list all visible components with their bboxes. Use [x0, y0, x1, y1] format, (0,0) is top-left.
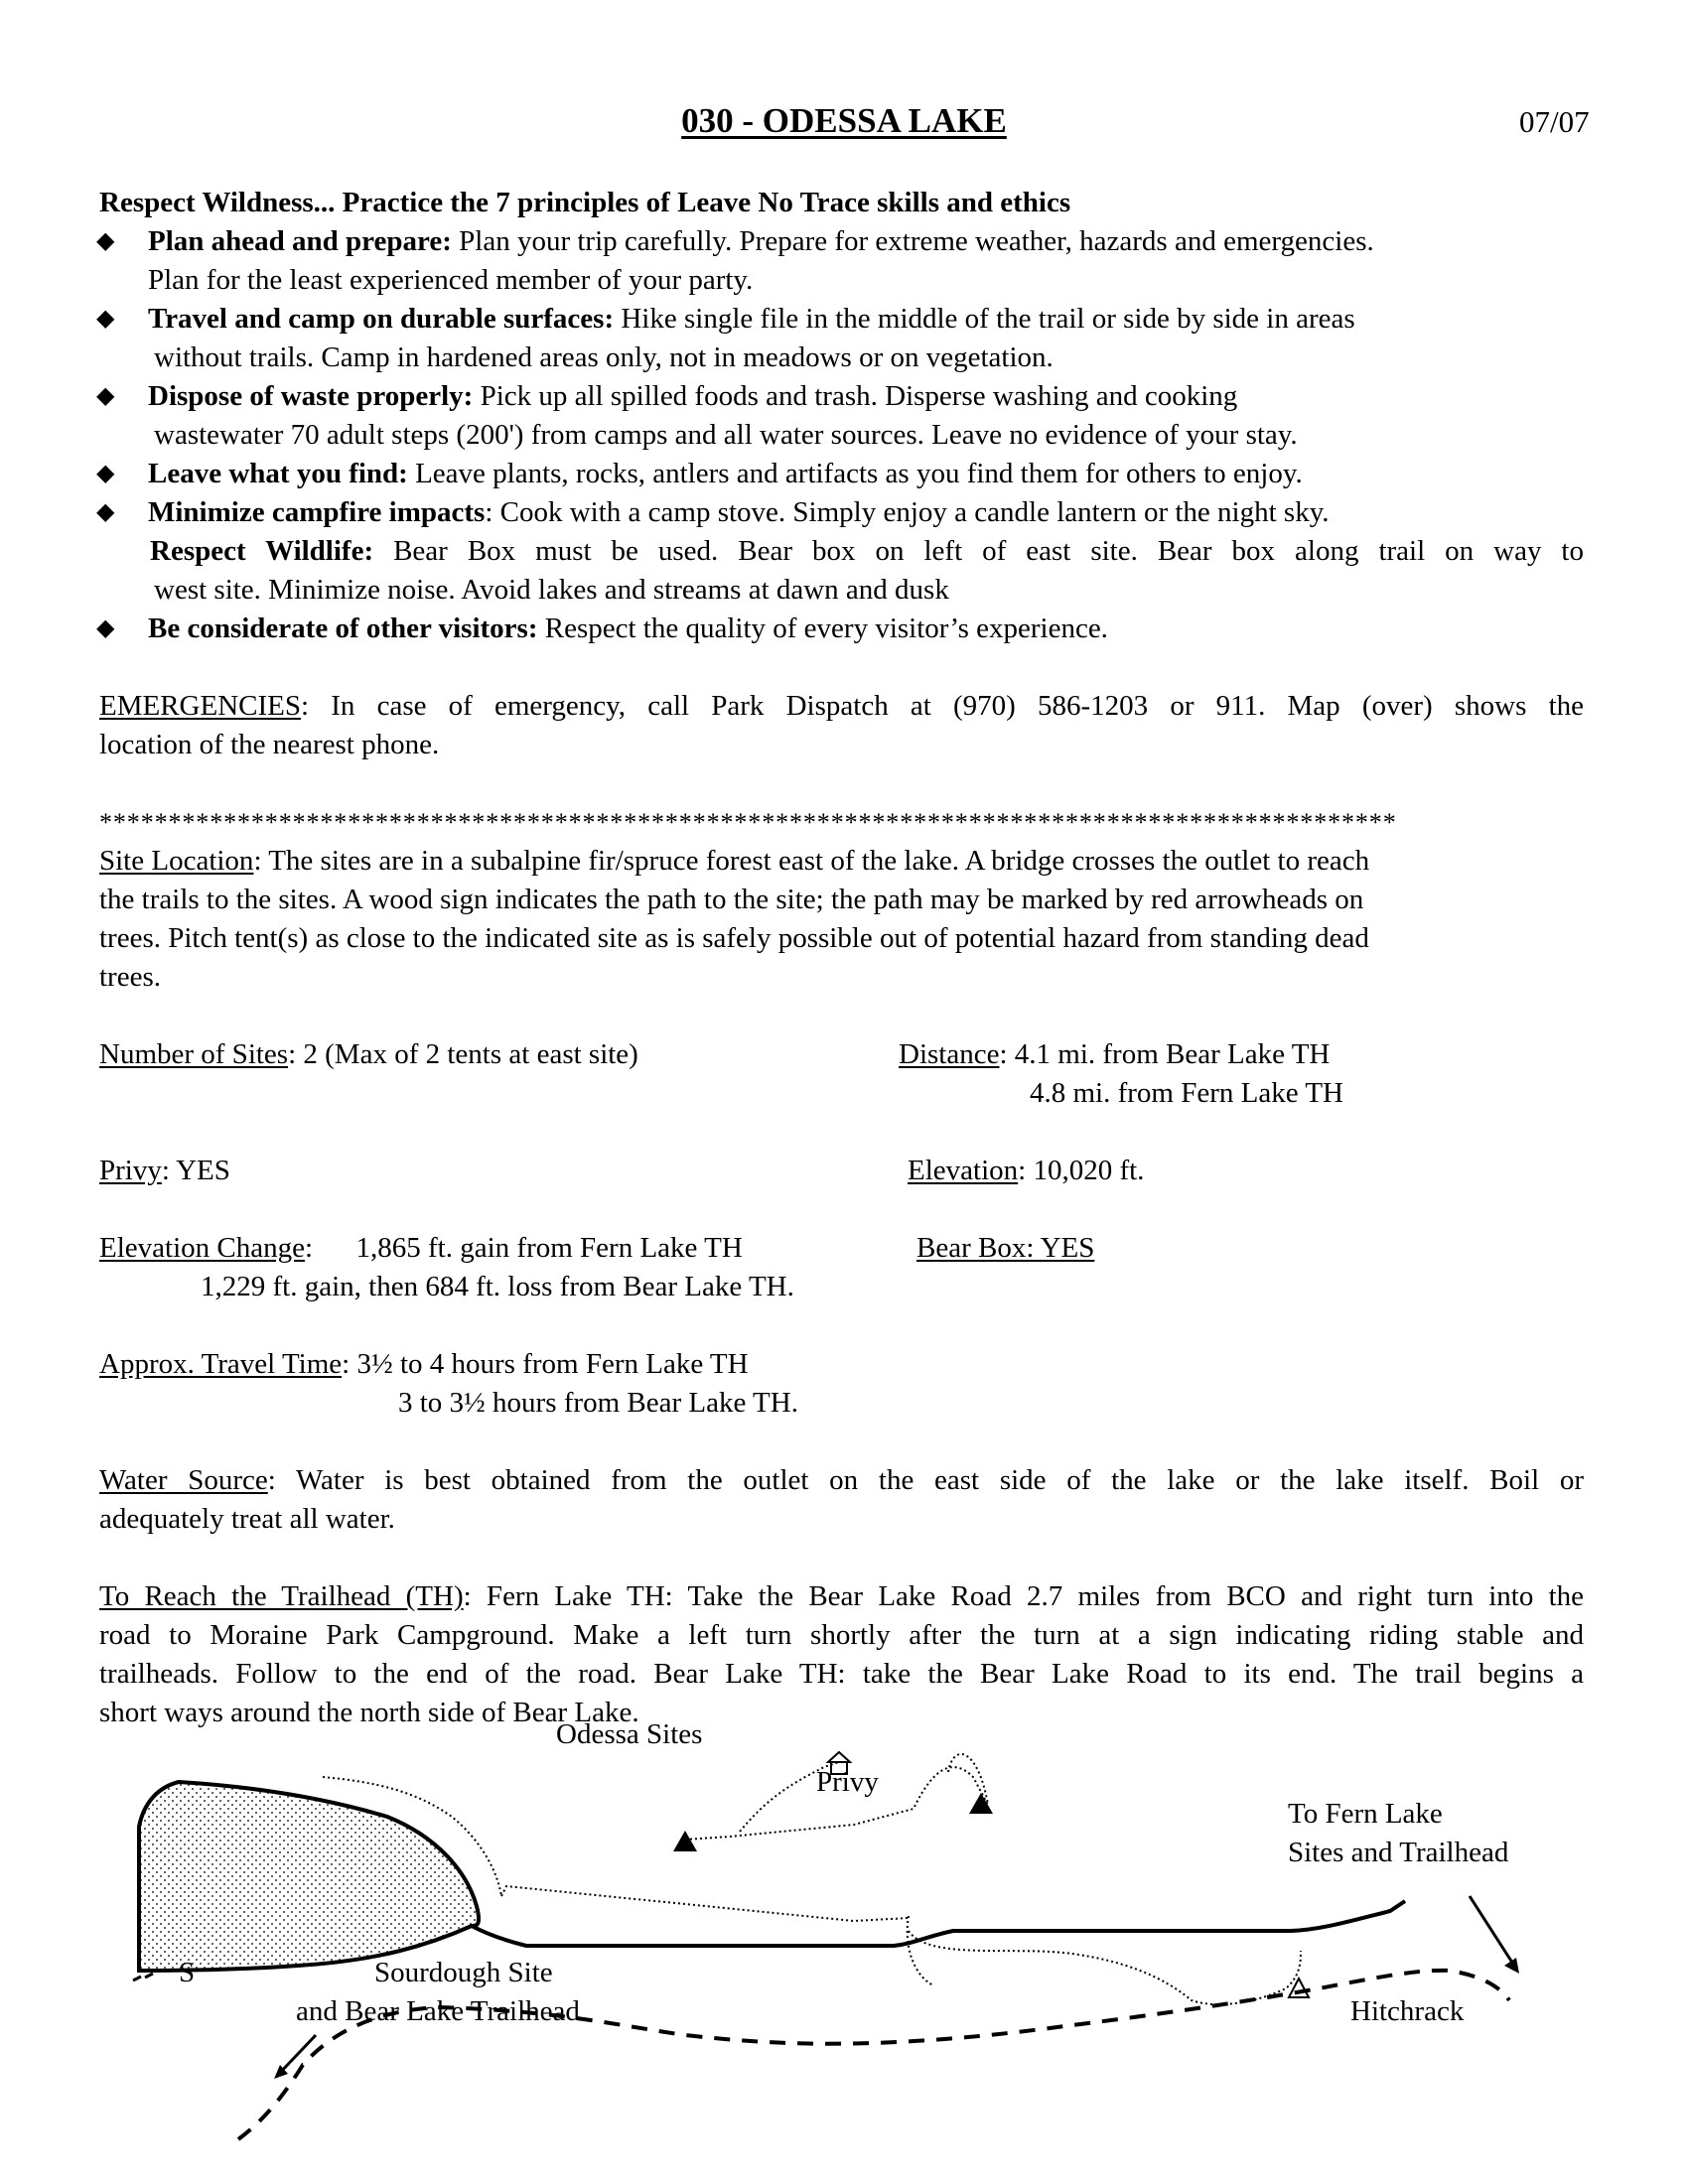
- lnt-item-considerate: Be considerate of other visitors: Respect the quality of every visitor’s experience.: [148, 613, 1108, 644]
- map-label-hitchrack: Hitchrack: [1350, 1995, 1465, 2027]
- map-label-odessa-sites: Odessa Sites: [556, 1718, 703, 1750]
- arrow-to-fern-lake-icon: [1470, 1896, 1519, 1974]
- lnt-item-travel-cont: without trails. Camp in hardened areas only, not in meadows or on vegetation.: [154, 341, 1054, 373]
- map-label-sourdough-1: Sourdough Site: [374, 1957, 553, 1988]
- distance: Distance: 4.1 mi. from Bear Lake TH: [899, 1038, 1331, 1070]
- map-label-privy: Privy: [816, 1766, 879, 1798]
- hitchrack-icon: [1289, 1979, 1309, 1997]
- bullet-diamond-icon: ◆: [96, 306, 115, 332]
- bullet-diamond-icon: ◆: [96, 615, 115, 641]
- elevation-change-cont: 1,229 ft. gain, then 684 ft. loss from Bear Lake TH.: [201, 1271, 794, 1302]
- map-label-to-fern-2: Sites and Trailhead: [1288, 1837, 1509, 1868]
- number-of-sites: Number of Sites: 2 (Max of 2 tents at east site): [99, 1038, 638, 1070]
- lnt-item-waste-cont: wastewater 70 adult steps (200') from camps and all water sources. Leave no evidence of your stay.: [154, 419, 1298, 451]
- bullet-diamond-icon: ◆: [96, 499, 115, 525]
- elevation-change: Elevation Change: 1,865 ft. gain from Fern Lake TH: [99, 1232, 743, 1264]
- privy: Privy: YES: [99, 1155, 230, 1186]
- lnt-heading: Respect Wildness... Practice the 7 principles of Leave No Trace skills and ethics: [99, 187, 1071, 218]
- revision-date: 07/07: [1519, 104, 1590, 139]
- emergencies-label: EMERGENCIES: [99, 690, 301, 722]
- path-to-hitchrack: [909, 1931, 1301, 2004]
- travel-time-cont: 3 to 3½ hours from Bear Lake TH.: [398, 1387, 798, 1419]
- asterisk-separator: **********************************************************************************************: [99, 808, 1397, 837]
- bullet-diamond-icon: ◆: [96, 461, 115, 486]
- bullet-diamond-icon: ◆: [96, 228, 115, 254]
- bear-box: Bear Box: YES: [916, 1232, 1095, 1264]
- west-site-tent-icon: [673, 1831, 697, 1851]
- lnt-item-wildlife-cont: west site. Minimize noise. Avoid lakes and streams at dawn and dusk: [154, 574, 949, 606]
- lnt-item-leave: Leave what you find: Leave plants, rocks, antlers and artifacts as you find them for others to enjoy.: [148, 458, 1303, 489]
- site-location-line-3: trees. Pitch tent(s) as close to the indicated site as is safely possible out of potential hazard from standing dead: [99, 922, 1369, 954]
- odessa-lake-shape: [139, 1782, 479, 1971]
- trailhead-line-2: road to Moraine Park Campground. Make a left turn shortly after the turn at a sign indicating riding stable and: [99, 1619, 1584, 1651]
- elevation: Elevation: 10,020 ft.: [908, 1155, 1145, 1186]
- site-location-line-1: Site Location: The sites are in a subalpine fir/spruce forest east of the lake. A bridge crosses the outlet to reach: [99, 845, 1370, 877]
- map-stray-mark: S: [179, 1957, 196, 1988]
- site-access-path: [501, 1886, 909, 1921]
- page-title: 030 - ODESSA LAKE: [681, 101, 1007, 140]
- trailhead-line-1: To Reach the Trailhead (TH): Fern Lake TH: Take the Bear Lake Road 2.7 miles from BCO and right turn into the: [99, 1580, 1585, 1612]
- distance-cont: 4.8 mi. from Fern Lake TH: [1030, 1077, 1343, 1109]
- arrow-to-sourdough-icon: [274, 2035, 316, 2079]
- lnt-item-waste: Dispose of waste properly: Pick up all spilled foods and trash. Disperse washing and cooking: [148, 380, 1238, 412]
- east-site-tent-icon: [969, 1793, 993, 1814]
- bullet-diamond-icon: ◆: [96, 383, 115, 409]
- map-label-to-fern-1: To Fern Lake: [1288, 1798, 1443, 1830]
- travel-time: Approx. Travel Time: 3½ to 4 hours from Fern Lake TH: [99, 1348, 749, 1380]
- emergencies-paragraph-cont: location of the nearest phone.: [99, 729, 440, 760]
- main-trail: [472, 1901, 1405, 1946]
- lnt-item-travel: Travel and camp on durable surfaces: Hike single file in the middle of the trail or side by side in areas: [148, 303, 1355, 335]
- water-source: Water Source: Water is best obtained from the outlet on the east side of the lake or the lake itself. Boil or: [99, 1464, 1584, 1496]
- lnt-item-plan: Plan ahead and prepare: Plan your trip carefully. Prepare for extreme weather, hazards and emergencies.: [148, 225, 1374, 257]
- trailhead-line-4: short ways around the north side of Bear Lake.: [99, 1697, 639, 1728]
- map-stray-dashes: [133, 1974, 153, 1980]
- emergencies-paragraph: EMERGENCIES: In case of emergency, call Park Dispatch at (970) 586-1203 or 911. Map (over) shows the: [99, 690, 1584, 722]
- trailhead-line-3: trailheads. Follow to the end of the road. Bear Lake TH: take the Bear Lake Road to its end. The trail begins a: [99, 1658, 1584, 1690]
- water-source-cont: adequately treat all water.: [99, 1503, 395, 1535]
- lnt-item-wildlife: Respect Wildlife: Bear Box must be used. Bear box on left of east site. Bear box along trail on way to: [150, 535, 1584, 567]
- map-label-sourdough-2: and Bear Lake Trailhead: [296, 1995, 580, 2027]
- trail-map: [0, 1707, 1688, 2184]
- lnt-item-campfire: Minimize campfire impacts: Cook with a camp stove. Simply enjoy a candle lantern or the night sky.: [148, 496, 1330, 528]
- site-location-line-2: the trails to the sites. A wood sign indicates the path to the site; the path may be marked by red arrowheads on: [99, 884, 1364, 915]
- path-east: [908, 1754, 988, 1985]
- lnt-item-plan-cont: Plan for the least experienced member of your party.: [148, 264, 754, 296]
- site-location-line-4: trees.: [99, 961, 161, 993]
